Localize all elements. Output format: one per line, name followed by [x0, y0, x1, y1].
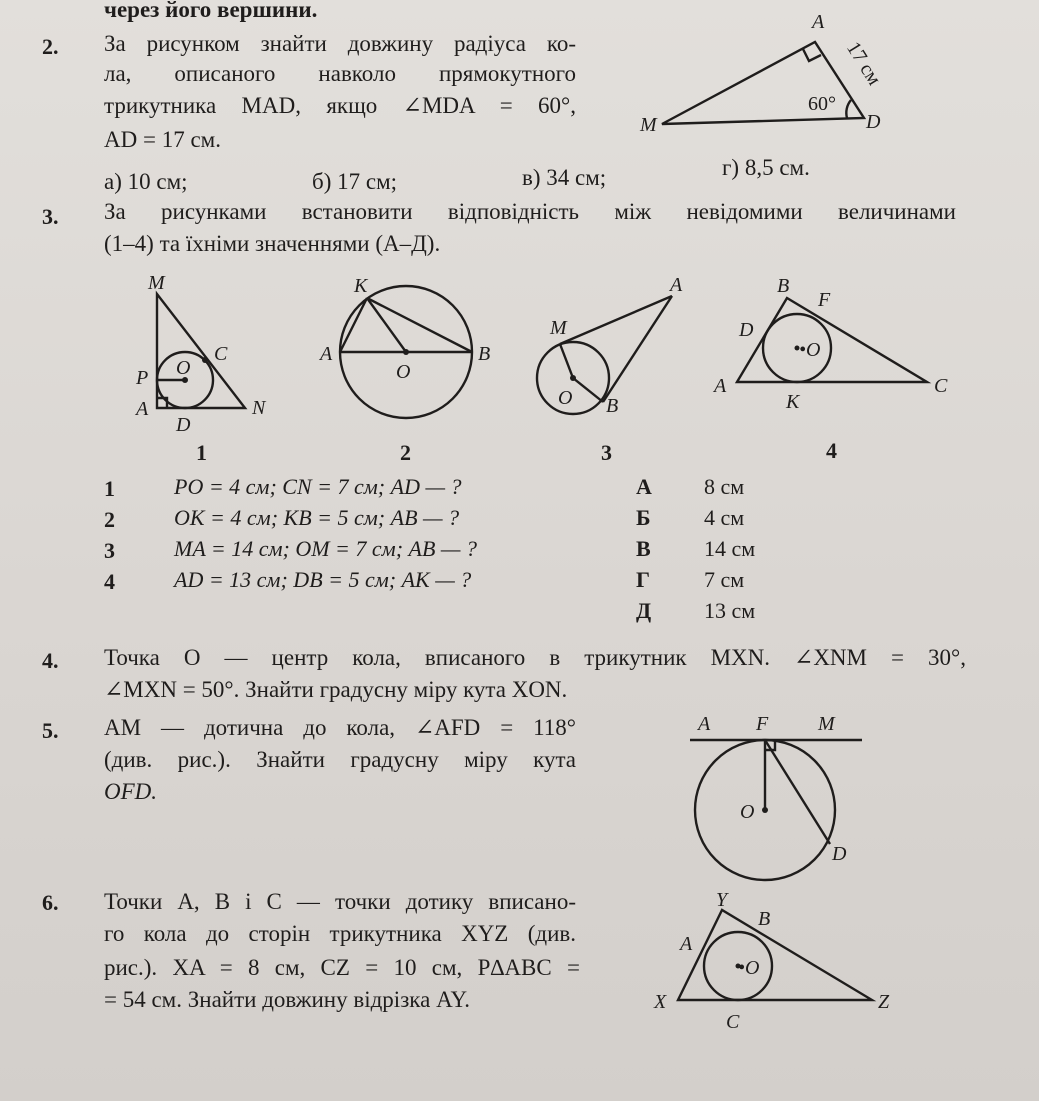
label-y: Y: [716, 889, 728, 911]
fig-number-3: 3: [601, 440, 612, 465]
fig3-label-m: M: [550, 317, 567, 339]
fig4-label-f: F: [818, 289, 831, 311]
answer-g-value: 7 см: [704, 567, 745, 592]
task-3-line-2: (1–4) та їхніми значеннями (А–Д).: [104, 231, 441, 256]
answer-b-letter: Б: [636, 505, 651, 530]
fig4-label-k: K: [786, 391, 800, 413]
fig4-label-o: •O: [799, 339, 821, 361]
task-6-number: 6.: [42, 890, 59, 915]
fig1-label-c: C: [214, 343, 228, 365]
task-2-line-3: трикутника MAD, якщо ∠MDA = 60°,: [104, 93, 576, 118]
question-2-number: 2: [104, 507, 115, 532]
question-1-number: 1: [104, 476, 115, 501]
fig2-label-a: A: [320, 343, 333, 365]
fig4-label-d: D: [739, 319, 754, 341]
fig1-label-m: M: [148, 272, 165, 294]
task-6-line-3: рис.). XA = 8 см, CZ = 10 см, P∆ABC =: [104, 955, 580, 980]
label-a: A: [680, 933, 693, 955]
fig-number-1: 1: [196, 440, 207, 465]
task-3-line-1: За рисунками встановити відповідність між невідомими величинами: [104, 199, 956, 224]
answer-a-value: 8 см: [704, 474, 745, 499]
fig1-label-n: N: [252, 397, 266, 419]
label-side-ad: 17 см: [842, 38, 886, 90]
answer-g-letter: Г: [636, 567, 650, 592]
label-c: C: [726, 1011, 740, 1033]
fig-number-2: 2: [400, 440, 411, 465]
question-1-text: PO = 4 см; CN = 7 см; AD — ?: [174, 474, 462, 499]
label-b: B: [758, 908, 771, 930]
task-2-option-d: г) 8,5 см.: [722, 155, 810, 180]
task-4-line-1: Точка O — центр кола, вписаного в трикутник MXN. ∠XNM = 30°,: [104, 645, 966, 670]
fig3-label-a: A: [670, 274, 683, 296]
label-f: F: [756, 713, 769, 735]
fig1-label-d: D: [176, 414, 191, 436]
fig-number-4: 4: [826, 438, 837, 463]
label-a: A: [698, 713, 711, 735]
task-2-line-1: За рисунком знайти довжину радіуса ко-: [104, 31, 576, 56]
task-2-option-a: а) 10 см;: [104, 169, 188, 194]
answer-b-value: 4 см: [704, 505, 745, 530]
answer-a-letter: А: [636, 474, 652, 499]
question-4-number: 4: [104, 569, 115, 594]
task-2-option-b: б) 17 см;: [312, 169, 398, 194]
label-o: •O: [738, 957, 760, 979]
answer-d-value: 13 см: [704, 598, 756, 623]
task-2-line-2: ла, описаного навколо прямокутного: [104, 61, 576, 86]
fig4-label-b: B: [777, 275, 790, 297]
fig1-label-o: O: [176, 357, 191, 379]
fig1-label-a: A: [136, 398, 149, 420]
answer-v-value: 14 см: [704, 536, 756, 561]
answer-d-letter: Д: [636, 598, 652, 623]
label-m: M: [640, 114, 657, 136]
label-d: D: [866, 111, 881, 133]
previous-task-fragment: через його вершини.: [104, 0, 318, 22]
triangle-xyz: [678, 910, 872, 1000]
task-2-option-c: в) 34 см;: [522, 165, 607, 190]
task-6-line-2: го кола до сторін трикутника XYZ (див.: [104, 921, 576, 946]
fig4-label-c: C: [934, 375, 948, 397]
label-m: M: [818, 713, 835, 735]
question-2-text: OK = 4 см; KB = 5 см; AB — ?: [174, 505, 460, 530]
task-6-line-1: Точки A, B і C — точки дотику вписано-: [104, 889, 576, 914]
fig3-label-o: O: [558, 387, 573, 409]
fig4-label-a: A: [714, 375, 727, 397]
fig3-label-b: B: [606, 395, 619, 417]
task-3-number: 3.: [42, 204, 59, 229]
question-3-number: 3: [104, 538, 115, 563]
question-4-text: AD = 13 см; DB = 5 см; AK — ?: [174, 567, 472, 592]
label-o: O: [740, 801, 755, 823]
question-3-text: MA = 14 см; OM = 7 см; AB — ?: [174, 536, 477, 561]
task-4-line-2: ∠MXN = 50°. Знайти градусну міру кута XON.: [104, 677, 568, 702]
task-2-line-4: AD = 17 см.: [104, 127, 221, 152]
task-4-number: 4.: [42, 648, 59, 673]
label-d: D: [832, 843, 847, 865]
task-5-line-3: OFD.: [104, 779, 158, 804]
label-a: A: [812, 11, 825, 33]
task-2-number: 2.: [42, 34, 59, 59]
label-z: Z: [878, 991, 890, 1013]
task-5-line-2: (див. рис.). Знайти градусну міру кута: [104, 747, 576, 772]
fig2-label-o: O: [396, 361, 411, 383]
task-5-line-1: AM — дотична до кола, ∠AFD = 118°: [104, 715, 576, 740]
label-angle: 60°: [808, 93, 836, 115]
answer-v-letter: В: [636, 536, 651, 561]
fig2-label-k: K: [354, 275, 368, 297]
label-x: X: [654, 991, 667, 1013]
task-6-line-4: = 54 см. Знайти довжину відрізка AY.: [104, 987, 470, 1012]
fig2-label-b: B: [478, 343, 491, 365]
fig1-label-p: P: [136, 367, 149, 389]
task-5-number: 5.: [42, 718, 59, 743]
